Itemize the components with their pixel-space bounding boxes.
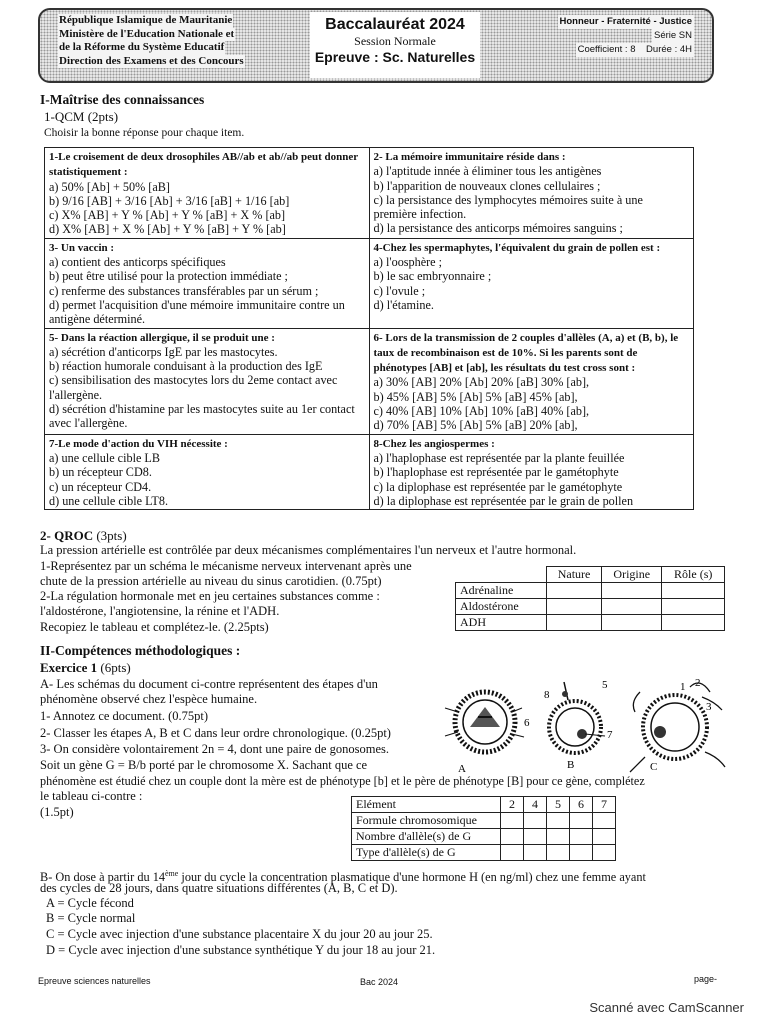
qcm-row (45, 434, 694, 509)
blank-cell (570, 845, 593, 861)
option: a) 50% [Ab] + 50% [aB] (49, 179, 170, 194)
ministry-line: de la Réforme du Système Educatif (59, 41, 225, 53)
row-header: ADH (456, 615, 547, 631)
table-row (352, 813, 616, 829)
qroc-title: 2- QROC (40, 528, 94, 543)
cycle-item: C = Cycle avec injection d'une substance placentaire X du jour 20 au jour 25. (46, 927, 433, 941)
ex1-q3-line: le tableau ci-contre : (40, 789, 143, 803)
ministry-line: Direction des Examens et des Concours (59, 54, 244, 67)
option: c) la diplophase est représentée par le gamétophyte (373, 479, 623, 494)
ex1-a-line: phénomène observé chez l'espèce humaine. (40, 692, 258, 706)
qcm-row (45, 238, 694, 328)
column-header: 2 (501, 797, 524, 813)
option: b) l'apparition de nouveaux clones cellulaires ; (373, 178, 601, 193)
column-header: 5 (547, 797, 570, 813)
ministry-line: Ministère de l'Education Nationale et (59, 27, 235, 40)
ex1-q3: 3- On considère volontairement 2n = 4, dont une paire de gonosomes. (40, 742, 389, 756)
exam-title: Baccalauréat 2024 (325, 16, 465, 33)
blank-cell (570, 829, 593, 845)
empty-cell (456, 567, 547, 583)
camscanner-watermark: Scanné avec CamScanner (589, 1000, 744, 1015)
footer-subject: Epreuve sciences naturelles (38, 976, 151, 986)
option: a) contient des anticorps spécifiques (49, 255, 226, 270)
option: d) l'étamine. (373, 297, 434, 312)
cycle-item: A = Cycle fécond (46, 896, 134, 910)
option: c) un récepteur CD4. (49, 479, 152, 494)
qcm-item-5 (45, 328, 370, 434)
ex1-title: Exercice 1 (40, 660, 98, 675)
chromosome-table (351, 796, 616, 861)
motto: Honneur - Fraternité - Justice (559, 16, 692, 27)
option: b) le sac embryonnaire ; (373, 269, 492, 284)
option: d) sécrétion d'histamine par les mastocytes suite au 1er contact avec l'allergène. (49, 402, 355, 431)
qroc-intro: La pression artérielle est contrôlée par deux mécanismes complémentaires l'un nerveux et l'autre hormonal. (40, 543, 577, 557)
label-3: 3 (706, 701, 712, 713)
table-row (456, 583, 725, 599)
label-7: 7 (607, 729, 613, 741)
blank-cell (547, 845, 570, 861)
qcm-item-4 (369, 238, 694, 328)
option: c) sensibilisation des mastocytes lors du 2eme contact avec l'allergène. (49, 373, 338, 402)
option: b) 45% [AB] 5% [Ab] 5% [aB] 45% [ab], (373, 389, 578, 404)
qcm-item-6 (369, 328, 694, 434)
exam-meta (558, 15, 695, 57)
blank-cell (662, 615, 725, 631)
blank-cell (602, 599, 662, 615)
exam-header (38, 8, 714, 83)
label-1: 1 (680, 681, 686, 693)
blank-cell (662, 583, 725, 599)
blank-cell (602, 615, 662, 631)
blank-cell (524, 845, 547, 861)
blank-cell (501, 829, 524, 845)
column-header: Elément (352, 797, 501, 813)
table-row (456, 599, 725, 615)
option: a) une cellule cible LB (49, 450, 160, 465)
option: c) 40% [AB] 10% [Ab] 10% [aB] 40% [ab], (373, 404, 590, 419)
ex1-heading (40, 660, 131, 675)
column-header: Rôle (s) (662, 567, 725, 583)
question: 7-Le mode d'action du VIH nécessite : (49, 437, 228, 450)
footer-exam: Bac 2024 (360, 977, 399, 987)
option: d) la diplophase est représentée par le grain de pollen (373, 493, 634, 508)
qroc-q2-line3: Recopiez le tableau et complétez-le. (2.25pts) (40, 620, 269, 634)
exam-session: Session Normale (354, 34, 436, 48)
blank-cell (547, 829, 570, 845)
qcm-item-7 (45, 434, 370, 509)
qcm-instruction: Choisir la bonne réponse pour chaque item. (44, 127, 245, 139)
serie: Série SN (653, 30, 692, 41)
part1-title: I-Maîtrise des connaissances (40, 92, 205, 107)
blank-cell (570, 813, 593, 829)
ex1-q3-line: phénomène est étudié chez un couple dont la mère est de phénotype [b] et le père de phénotype [B] pour ce gène, complétez (40, 774, 645, 788)
row-header: Adrénaline (456, 583, 547, 599)
part-b-line1-start: B- On dose à partir du 14 (40, 870, 165, 885)
ministry-line: République Islamique de Mauritanie (59, 14, 233, 26)
option: a) 30% [AB] 20% [Ab] 20% [aB] 30% [ab], (373, 375, 590, 390)
question: 1-Le croisement de deux drosophiles AB//ab et ab//ab peut donner statistiquement : (49, 151, 358, 179)
blank-cell (524, 813, 547, 829)
ex1-q3-line: Soit un gène G = B/b porté par le chromosome X. Sachant que ce (40, 758, 368, 772)
table-row (352, 845, 616, 861)
ex1-q1: 1- Annotez ce document. (0.75pt) (40, 709, 209, 723)
stage-b-figure (549, 682, 605, 753)
qcm-item-3 (45, 238, 370, 328)
exam-title-block (310, 12, 480, 78)
question: 4-Chez les spermaphytes, l'équivalent du grain de pollen est : (373, 241, 661, 254)
question: 5- Dans la réaction allergique, il se produit une : (49, 331, 275, 344)
question: 8-Chez les angiospermes : (373, 437, 495, 450)
superscript: ème (165, 869, 179, 878)
row-header: Formule chromosomique (352, 813, 501, 829)
part2-title: II-Compétences méthodologiques : (40, 643, 241, 658)
row-header: Nombre d'allèle(s) de G (352, 829, 501, 845)
option: c) l'ovule ; (373, 283, 426, 298)
label-6: 6 (524, 717, 530, 729)
column-header: 6 (570, 797, 593, 813)
ex1-a-line: A- Les schémas du document ci-contre représentent des étapes d'un (40, 677, 378, 691)
blank-cell (662, 599, 725, 615)
option: a) l'aptitude innée à éliminer tous les antigènes (373, 164, 602, 179)
table-header-row (352, 797, 616, 813)
hormone-table (455, 566, 725, 631)
exam-subject: Epreuve : Sc. Naturelles (314, 49, 476, 65)
blank-cell (501, 813, 524, 829)
stage-a-figure (445, 692, 524, 752)
blank-cell (547, 813, 570, 829)
option: d) 70% [AB] 5% [Ab] 5% [aB] 20% [ab], (373, 418, 578, 433)
blank-cell (501, 845, 524, 861)
qcm-item-8 (369, 434, 694, 509)
option: d) une cellule cible LT8. (49, 493, 169, 508)
table-row (456, 615, 725, 631)
qroc-points: (3pts) (96, 528, 127, 543)
fertilization-diagram (440, 672, 730, 782)
ex1-q3-points: (1.5pt) (40, 805, 74, 819)
option: a) l'haplophase est représentée par la plante feuillée (373, 450, 625, 465)
qroc-q1-line2: chute de la pression artérielle au niveau du sinus carotidien. (0.75pt) (40, 574, 382, 588)
row-header: Aldostérone (456, 599, 547, 615)
column-header: Nature (547, 567, 602, 583)
cycle-item: B = Cycle normal (46, 911, 136, 925)
question: 6- Lors de la transmission de 2 couples d'allèles (A, a) et (B, b), le taux de recombinaison est de 10%. Si les parents sont de phénotypes [AB] et [ab], les résultats du test cross sont : (373, 331, 679, 375)
blank-cell (524, 829, 547, 845)
option: c) X% [AB] + Y % [Ab] + Y % [aB] + X % [ab] (49, 208, 286, 223)
option: b) peut être utilisé pour la protection immédiate ; (49, 269, 288, 284)
option: a) l'oosphère ; (373, 255, 443, 270)
label-b: B (567, 759, 575, 771)
ex1-points: (6pts) (100, 660, 131, 675)
table-row (352, 829, 616, 845)
ministry-block (58, 14, 245, 68)
option: d) la persistance des anticorps mémoires sanguins ; (373, 221, 623, 236)
label-a: A (458, 763, 466, 775)
table-header-row (456, 567, 725, 583)
ex1-q2: 2- Classer les étapes A, B et C dans leur ordre chronologique. (0.25pt) (40, 726, 391, 740)
column-header: 7 (593, 797, 616, 813)
blank-cell (593, 845, 616, 861)
label-5: 5 (602, 679, 608, 691)
option: d) permet l'acquisition d'une mémoire immunitaire contre un antigène déterminé. (49, 297, 345, 327)
qcm-title: 1-QCM (2pts) (44, 109, 119, 124)
qcm-row (45, 328, 694, 434)
cycle-item: D = Cycle avec injection d'une substance synthétique Y du jour 18 au jour 21. (46, 943, 436, 957)
blank-cell (547, 583, 602, 599)
footer-page: page- (694, 974, 718, 984)
option: d) X% [AB] + X % [Ab] + Y % [aB] + Y % [ab] (49, 222, 286, 237)
option: b) un récepteur CD8. (49, 465, 152, 480)
question: 3- Un vaccin : (49, 241, 115, 254)
row-header: Type d'allèle(s) de G (352, 845, 501, 861)
column-header: Origine (602, 567, 662, 583)
blank-cell (593, 813, 616, 829)
label-8: 8 (544, 689, 550, 701)
label-c: C (650, 761, 658, 773)
question: 2- La mémoire immunitaire réside dans : (373, 151, 566, 163)
qroc-q2-line1: 2-La régulation hormonale met en jeu certaines substances comme : (40, 589, 380, 603)
column-header: 4 (524, 797, 547, 813)
qroc-q1-line1: 1-Représentez par un schéma le mécanisme nerveux intervenant après une (40, 559, 412, 573)
option: b) 9/16 [AB] + 3/16 [Ab] + 3/16 [aB] + 1/16 [ab] (49, 193, 290, 208)
qroc-q2-line2: l'aldostérone, l'angiotensine, la rénine et l'ADH. (40, 604, 280, 618)
blank-cell (602, 583, 662, 599)
option: c) la persistance des lymphocytes mémoires suite à une première infection. (373, 192, 643, 222)
part-b-line1-end: jour du cycle la concentration plasmatique d'une hormone H (en ng/ml) chez une femme ayant (178, 870, 646, 885)
blank-cell (547, 599, 602, 615)
qroc-heading (40, 528, 127, 543)
qcm-row (45, 148, 694, 239)
option: b) l'haplophase est représentée par le gamétophyte (373, 465, 619, 480)
stage-c-figure (630, 683, 725, 772)
label-2: 2 (695, 677, 701, 689)
blank-cell (547, 615, 602, 631)
blank-cell (593, 829, 616, 845)
qcm-item-2 (369, 148, 694, 239)
option: a) sécrétion d'anticorps IgE par les mastocytes. (49, 344, 278, 359)
qcm-table (44, 147, 694, 510)
coefficient-duration: Coefficient : 8 Durée : 4H (577, 44, 692, 55)
part-b-line2: des cycles de 28 jours, dans quatre situations différentes (A, B, C et D). (40, 881, 398, 895)
option: c) renferme des substances transférables par un sérum ; (49, 283, 319, 298)
qcm-item-1 (45, 148, 370, 239)
option: b) réaction humorale conduisant à la production des IgE (49, 359, 323, 374)
